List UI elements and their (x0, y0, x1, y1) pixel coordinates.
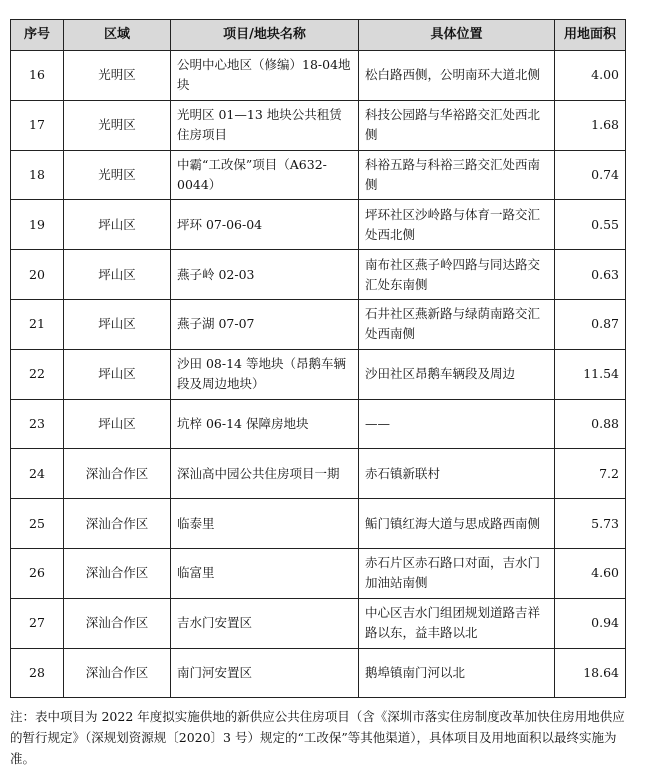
header-land-area: 用地面积 (555, 20, 626, 51)
header-location: 具体位置 (359, 20, 555, 51)
cell-district: 光明区 (64, 51, 171, 101)
table-row (11, 598, 626, 648)
cell-serial: 18 (11, 150, 64, 200)
cell-location: 科裕五路与科裕三路交汇处西南侧 (359, 150, 555, 200)
cell-location: 赤石片区赤石路口对面，吉水门加油站南侧 (359, 548, 555, 598)
table-row (11, 51, 626, 101)
table-row (11, 250, 626, 300)
table-header-row (11, 20, 626, 51)
cell-area: 5.73 (555, 499, 626, 549)
table-row (11, 648, 626, 698)
cell-district: 深汕合作区 (64, 449, 171, 499)
cell-location: —— (359, 399, 555, 449)
cell-serial: 23 (11, 399, 64, 449)
cell-location: 科技公园路与华裕路交汇处西北侧 (359, 100, 555, 150)
table-row (11, 150, 626, 200)
cell-location: 松白路西侧，公明南环大道北侧 (359, 51, 555, 101)
cell-district: 深汕合作区 (64, 648, 171, 698)
land-supply-table (10, 19, 626, 698)
cell-serial: 22 (11, 349, 64, 399)
cell-project: 坪环 07-06-04 (171, 200, 359, 250)
cell-serial: 20 (11, 250, 64, 300)
table-row (11, 299, 626, 349)
cell-project: 公明中心地区（修编）18-04地块 (171, 51, 359, 101)
cell-area: 11.54 (555, 349, 626, 399)
cell-area: 0.74 (555, 150, 626, 200)
cell-location: 石井社区燕新路与绿荫南路交汇处西南侧 (359, 299, 555, 349)
cell-district: 光明区 (64, 100, 171, 150)
cell-project: 南门河安置区 (171, 648, 359, 698)
cell-district: 深汕合作区 (64, 598, 171, 648)
cell-project: 光明区 01—13 地块公共租赁住房项目 (171, 100, 359, 150)
cell-project: 燕子岭 02-03 (171, 250, 359, 300)
table-row (11, 200, 626, 250)
cell-area: 0.63 (555, 250, 626, 300)
cell-serial: 26 (11, 548, 64, 598)
cell-project: 深汕高中园公共住房项目一期 (171, 449, 359, 499)
cell-serial: 24 (11, 449, 64, 499)
cell-location: 鲘门镇红海大道与思成路西南侧 (359, 499, 555, 549)
cell-project: 坑梓 06-14 保障房地块 (171, 399, 359, 449)
cell-area: 0.55 (555, 200, 626, 250)
cell-project: 临富里 (171, 548, 359, 598)
cell-district: 光明区 (64, 150, 171, 200)
cell-location: 坪环社区沙岭路与体育一路交汇处西北侧 (359, 200, 555, 250)
cell-location: 中心区吉水门组团规划道路吉祥路以东，益丰路以北 (359, 598, 555, 648)
cell-serial: 21 (11, 299, 64, 349)
table-row (11, 548, 626, 598)
cell-serial: 17 (11, 100, 64, 150)
cell-area: 4.00 (555, 51, 626, 101)
cell-serial: 27 (11, 598, 64, 648)
cell-project: 吉水门安置区 (171, 598, 359, 648)
cell-location: 南布社区燕子岭四路与同达路交汇处东南侧 (359, 250, 555, 300)
table-row (11, 499, 626, 549)
cell-district: 坪山区 (64, 399, 171, 449)
cell-project: 临泰里 (171, 499, 359, 549)
cell-district: 坪山区 (64, 299, 171, 349)
cell-location: 赤石镇新联村 (359, 449, 555, 499)
cell-area: 1.68 (555, 100, 626, 150)
cell-district: 坪山区 (64, 200, 171, 250)
header-district: 区域 (64, 20, 171, 51)
cell-location: 鹅埠镇南门河以北 (359, 648, 555, 698)
table-row (11, 399, 626, 449)
header-project-name: 项目/地块名称 (171, 20, 359, 51)
cell-district: 坪山区 (64, 349, 171, 399)
cell-project: 燕子湖 07-07 (171, 299, 359, 349)
cell-district: 深汕合作区 (64, 548, 171, 598)
cell-serial: 25 (11, 499, 64, 549)
cell-area: 0.88 (555, 399, 626, 449)
cell-area: 7.2 (555, 449, 626, 499)
table-footnote: 注：表中项目为 2022 年度拟实施供地的新供应公共住房项目（含《深圳市落实住房制度改革加快住房用地供应的暂行规定》（深规划资源规〔2020〕3 号）规定的“工改保”等其他渠道），具体项目及用地面积以最终实施为准。 (10, 709, 625, 766)
cell-serial: 28 (11, 648, 64, 698)
table-row (11, 100, 626, 150)
table-row (11, 449, 626, 499)
cell-location: 沙田社区昂鹅车辆段及周边 (359, 349, 555, 399)
cell-project: 中霸“工改保”项目（A632-0044） (171, 150, 359, 200)
cell-area: 0.87 (555, 299, 626, 349)
cell-district: 深汕合作区 (64, 499, 171, 549)
cell-serial: 16 (11, 51, 64, 101)
header-serial: 序号 (11, 20, 64, 51)
cell-area: 18.64 (555, 648, 626, 698)
cell-project: 沙田 08-14 等地块（昂鹅车辆段及周边地块） (171, 349, 359, 399)
cell-area: 0.94 (555, 598, 626, 648)
cell-district: 坪山区 (64, 250, 171, 300)
cell-serial: 19 (11, 200, 64, 250)
table-row (11, 349, 626, 399)
cell-area: 4.60 (555, 548, 626, 598)
